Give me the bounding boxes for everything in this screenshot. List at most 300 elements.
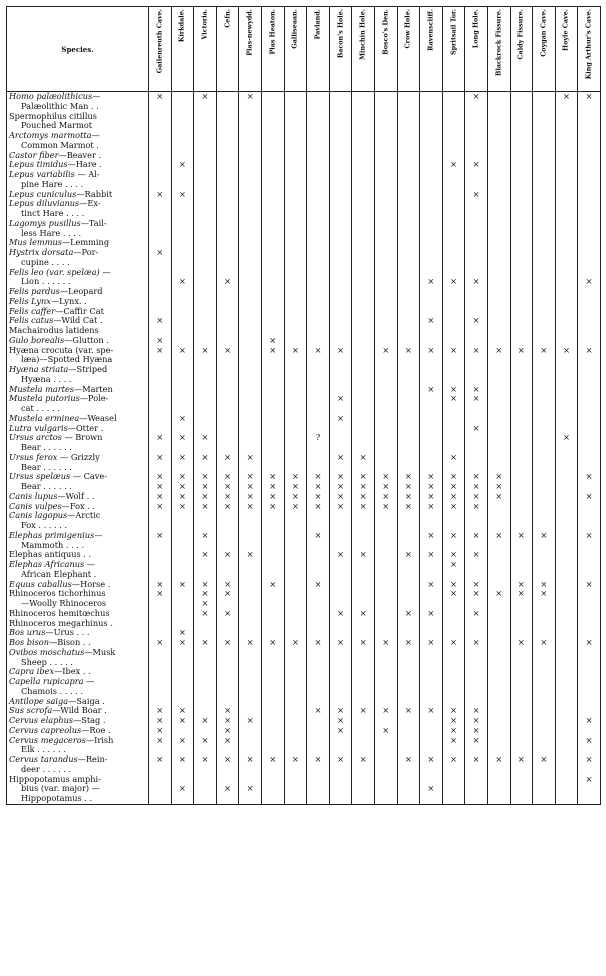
presence-cell xyxy=(284,550,307,560)
species-name: Rhinoceros megarhinus . xyxy=(9,618,113,628)
cave-column-header xyxy=(487,7,510,92)
latin-name: Hyæna striata xyxy=(9,365,69,374)
presence-cell xyxy=(555,599,578,609)
presence-cell xyxy=(397,433,420,443)
presence-cell xyxy=(171,297,194,307)
presence-cell xyxy=(465,336,488,346)
presence-cell xyxy=(374,385,397,395)
presence-cell xyxy=(307,482,330,492)
presence-cell xyxy=(329,365,352,375)
presence-cell xyxy=(216,658,239,668)
presence-cell xyxy=(487,141,510,151)
presence-cell xyxy=(397,414,420,424)
presence-cell xyxy=(284,268,307,278)
presence-cell xyxy=(352,745,375,755)
presence-cell xyxy=(239,775,262,785)
presence-cell xyxy=(149,326,172,336)
presence-cell xyxy=(533,248,556,258)
presence-mark: × xyxy=(450,560,458,569)
presence-cell xyxy=(329,102,352,112)
presence-cell xyxy=(487,394,510,404)
presence-cell xyxy=(442,170,465,180)
presence-cell xyxy=(216,736,239,746)
presence-mark: × xyxy=(201,716,209,725)
presence-cell xyxy=(533,238,556,248)
species-name: Ursus arctos — Brown xyxy=(9,433,103,443)
presence-cell xyxy=(171,365,194,375)
presence-cell xyxy=(533,784,556,794)
presence-cell xyxy=(578,619,601,629)
presence-cell xyxy=(533,531,556,541)
presence-cell xyxy=(329,170,352,180)
presence-cell xyxy=(578,414,601,424)
presence-cell xyxy=(578,658,601,668)
presence-cell xyxy=(555,531,578,541)
presence-cell xyxy=(397,375,420,385)
table-row xyxy=(7,794,601,804)
presence-cell xyxy=(261,560,284,570)
presence-cell xyxy=(352,667,375,677)
presence-cell xyxy=(329,775,352,785)
presence-cell xyxy=(510,229,533,239)
presence-cell xyxy=(420,404,443,414)
presence-cell xyxy=(149,599,172,609)
presence-cell xyxy=(239,160,262,170)
presence-cell xyxy=(216,570,239,580)
presence-cell xyxy=(149,258,172,268)
presence-mark: × xyxy=(201,589,209,599)
presence-cell xyxy=(171,628,194,638)
presence-cell xyxy=(510,784,533,794)
presence-cell xyxy=(171,794,194,804)
presence-mark: × xyxy=(246,755,254,764)
presence-cell xyxy=(374,463,397,473)
presence-cell xyxy=(555,375,578,385)
presence-cell xyxy=(442,648,465,658)
presence-cell xyxy=(420,667,443,677)
presence-cell xyxy=(555,326,578,336)
presence-cell xyxy=(578,472,601,482)
species-name: African Elephant . xyxy=(21,569,97,579)
species-name: Elk . . . . . . xyxy=(21,745,66,755)
presence-cell xyxy=(555,102,578,112)
presence-cell xyxy=(194,170,217,180)
presence-cell xyxy=(465,297,488,307)
presence-cell xyxy=(420,287,443,297)
presence-cell xyxy=(216,453,239,463)
presence-cell xyxy=(149,658,172,668)
presence-mark: × xyxy=(585,716,593,725)
presence-mark: × xyxy=(246,550,254,560)
cave-fauna-table-page xyxy=(6,6,600,970)
presence-cell xyxy=(533,482,556,492)
presence-cell xyxy=(171,433,194,443)
cave-column-header xyxy=(352,7,375,92)
presence-cell xyxy=(239,277,262,287)
presence-cell xyxy=(420,229,443,239)
presence-cell xyxy=(307,648,330,658)
table-row xyxy=(7,706,601,716)
presence-cell xyxy=(284,570,307,580)
presence-cell xyxy=(352,365,375,375)
presence-mark: × xyxy=(156,482,164,491)
presence-cell xyxy=(171,141,194,151)
presence-cell xyxy=(420,580,443,590)
presence-cell xyxy=(149,404,172,414)
presence-cell xyxy=(442,531,465,541)
table-row xyxy=(7,521,601,531)
presence-cell xyxy=(149,687,172,697)
species-name: Lutra vulgaris—Otter . xyxy=(9,423,104,433)
presence-cell xyxy=(420,355,443,365)
presence-mark: × xyxy=(337,413,345,423)
presence-mark: × xyxy=(178,277,186,287)
presence-cell xyxy=(510,375,533,385)
presence-cell xyxy=(487,472,510,482)
presence-cell xyxy=(329,229,352,239)
presence-cell xyxy=(374,570,397,580)
presence-cell xyxy=(149,697,172,707)
presence-cell xyxy=(578,482,601,492)
presence-cell xyxy=(239,794,262,804)
presence-cell xyxy=(533,726,556,736)
presence-mark: × xyxy=(201,530,209,540)
presence-mark: × xyxy=(404,755,412,764)
presence-mark: × xyxy=(156,452,164,462)
presence-cell xyxy=(533,658,556,668)
presence-cell xyxy=(555,726,578,736)
presence-mark: × xyxy=(517,638,525,647)
presence-cell xyxy=(533,365,556,375)
presence-cell xyxy=(149,706,172,716)
presence-cell xyxy=(487,658,510,668)
presence-cell xyxy=(465,287,488,297)
presence-cell xyxy=(442,258,465,268)
presence-cell xyxy=(420,638,443,648)
presence-cell xyxy=(307,570,330,580)
presence-cell xyxy=(261,287,284,297)
presence-mark: × xyxy=(291,755,299,764)
table-row xyxy=(7,258,601,268)
presence-cell xyxy=(374,141,397,151)
presence-cell xyxy=(397,102,420,112)
presence-cell xyxy=(239,92,262,102)
presence-cell xyxy=(397,638,420,648)
presence-cell xyxy=(149,531,172,541)
presence-cell xyxy=(171,190,194,200)
presence-mark: × xyxy=(382,472,390,482)
presence-mark: × xyxy=(359,608,367,618)
presence-cell xyxy=(555,394,578,404)
presence-cell xyxy=(442,755,465,765)
presence-cell xyxy=(578,229,601,239)
presence-cell xyxy=(149,541,172,551)
presence-cell xyxy=(578,736,601,746)
presence-cell xyxy=(374,531,397,541)
presence-cell xyxy=(239,550,262,560)
presence-cell xyxy=(352,404,375,414)
presence-cell xyxy=(284,511,307,521)
presence-cell xyxy=(578,570,601,580)
presence-cell xyxy=(352,160,375,170)
presence-cell xyxy=(261,453,284,463)
presence-cell xyxy=(261,706,284,716)
presence-cell xyxy=(555,619,578,629)
presence-cell xyxy=(374,580,397,590)
presence-mark: × xyxy=(337,638,345,647)
presence-cell xyxy=(487,219,510,229)
presence-cell xyxy=(307,277,330,287)
presence-cell xyxy=(442,102,465,112)
presence-mark: × xyxy=(224,472,232,482)
presence-cell xyxy=(284,775,307,785)
presence-mark: × xyxy=(178,638,186,647)
presence-mark: × xyxy=(156,433,164,443)
presence-cell xyxy=(171,443,194,453)
presence-cell xyxy=(307,550,330,560)
presence-cell xyxy=(374,609,397,619)
presence-cell xyxy=(216,151,239,161)
species-name: Capella rupicapra — xyxy=(9,677,95,686)
species-name: Hyæna crocuta (var. spe- xyxy=(9,345,114,355)
latin-name: Canis lagopus xyxy=(9,511,68,521)
presence-mark: × xyxy=(472,160,480,170)
presence-cell xyxy=(329,648,352,658)
presence-cell xyxy=(194,121,217,131)
presence-mark: × xyxy=(269,501,277,511)
presence-cell xyxy=(171,180,194,190)
presence-mark: × xyxy=(540,755,548,764)
presence-cell xyxy=(555,638,578,648)
presence-cell xyxy=(442,716,465,726)
presence-cell xyxy=(239,658,262,668)
presence-mark: × xyxy=(404,706,412,716)
presence-cell xyxy=(194,443,217,453)
cave-name-label: Long Hole. xyxy=(471,9,480,49)
presence-cell xyxy=(578,726,601,736)
presence-cell xyxy=(487,716,510,726)
presence-mark: × xyxy=(427,316,435,326)
presence-cell xyxy=(420,277,443,287)
species-name: less Hare . . . . xyxy=(21,228,82,238)
presence-cell xyxy=(465,511,488,521)
presence-cell xyxy=(352,638,375,648)
header-row xyxy=(7,7,601,92)
presence-mark: × xyxy=(178,706,186,716)
presence-cell xyxy=(261,336,284,346)
presence-cell xyxy=(487,745,510,755)
presence-mark: × xyxy=(178,579,186,589)
presence-cell xyxy=(555,404,578,414)
presence-cell xyxy=(487,511,510,521)
presence-cell xyxy=(533,638,556,648)
presence-mark: × xyxy=(517,530,525,540)
presence-cell xyxy=(487,326,510,336)
presence-cell xyxy=(420,121,443,131)
presence-cell xyxy=(307,160,330,170)
presence-mark: × xyxy=(540,345,548,355)
presence-cell xyxy=(442,687,465,697)
species-name: Bos bison—Bison . . xyxy=(9,638,91,647)
table-row xyxy=(7,570,601,580)
presence-cell xyxy=(555,307,578,317)
presence-cell xyxy=(352,131,375,141)
presence-cell xyxy=(261,141,284,151)
presence-mark: × xyxy=(246,472,254,482)
presence-cell xyxy=(284,736,307,746)
presence-cell xyxy=(578,560,601,570)
presence-cell xyxy=(307,248,330,258)
presence-cell xyxy=(239,151,262,161)
presence-cell xyxy=(216,443,239,453)
presence-cell xyxy=(307,355,330,365)
presence-cell xyxy=(397,112,420,122)
presence-cell xyxy=(307,199,330,209)
presence-mark: × xyxy=(337,608,345,618)
presence-mark: × xyxy=(246,784,254,794)
table-row xyxy=(7,755,601,765)
presence-mark: × xyxy=(427,579,435,589)
species-name: Felis leo (var. spelæa) — xyxy=(9,267,111,277)
presence-cell xyxy=(352,472,375,482)
presence-cell xyxy=(307,375,330,385)
presence-cell xyxy=(465,307,488,317)
presence-cell xyxy=(442,667,465,677)
table-row xyxy=(7,599,601,609)
presence-cell xyxy=(171,706,194,716)
presence-cell xyxy=(239,375,262,385)
presence-cell xyxy=(149,92,172,102)
presence-mark: × xyxy=(337,725,345,735)
presence-cell xyxy=(397,472,420,482)
presence-cell xyxy=(510,131,533,141)
presence-cell xyxy=(261,131,284,141)
presence-cell xyxy=(374,112,397,122)
presence-cell xyxy=(510,170,533,180)
presence-cell xyxy=(216,229,239,239)
presence-cell xyxy=(578,755,601,765)
presence-cell xyxy=(149,102,172,112)
presence-cell xyxy=(239,706,262,716)
cave-column-header xyxy=(329,7,352,92)
presence-cell xyxy=(284,794,307,804)
presence-cell xyxy=(465,677,488,687)
presence-cell xyxy=(194,765,217,775)
cave-column-header xyxy=(261,7,284,92)
presence-cell xyxy=(352,589,375,599)
presence-cell xyxy=(216,589,239,599)
presence-cell xyxy=(510,531,533,541)
presence-cell xyxy=(555,180,578,190)
presence-mark: × xyxy=(201,433,209,443)
presence-cell xyxy=(442,511,465,521)
presence-cell xyxy=(284,482,307,492)
presence-mark: × xyxy=(427,472,435,482)
presence-cell xyxy=(352,307,375,317)
presence-cell xyxy=(420,170,443,180)
presence-cell xyxy=(555,784,578,794)
presence-cell xyxy=(307,229,330,239)
presence-cell xyxy=(397,443,420,453)
presence-mark: × xyxy=(517,579,525,589)
presence-cell xyxy=(465,102,488,112)
presence-cell xyxy=(578,307,601,317)
presence-cell xyxy=(284,170,307,180)
species-name: Arctomys marmotta— xyxy=(9,131,100,140)
presence-cell xyxy=(261,716,284,726)
presence-cell xyxy=(216,92,239,102)
presence-cell xyxy=(578,180,601,190)
presence-cell xyxy=(374,550,397,560)
presence-mark: × xyxy=(201,608,209,618)
presence-mark: × xyxy=(517,345,525,355)
presence-cell xyxy=(533,492,556,502)
presence-cell xyxy=(171,316,194,326)
table-row xyxy=(7,541,601,551)
presence-cell xyxy=(533,775,556,785)
presence-cell xyxy=(239,628,262,638)
presence-cell xyxy=(329,92,352,102)
presence-cell xyxy=(578,385,601,395)
presence-cell xyxy=(487,268,510,278)
presence-mark: × xyxy=(382,482,390,491)
presence-cell xyxy=(284,463,307,473)
presence-cell xyxy=(397,404,420,414)
presence-mark: × xyxy=(246,638,254,647)
presence-cell xyxy=(510,492,533,502)
presence-cell xyxy=(171,170,194,180)
presence-cell xyxy=(487,638,510,648)
presence-cell xyxy=(510,716,533,726)
presence-mark: × xyxy=(427,530,435,540)
presence-cell xyxy=(578,677,601,687)
presence-cell xyxy=(239,745,262,755)
presence-mark: × xyxy=(562,433,570,443)
presence-cell xyxy=(487,121,510,131)
presence-cell xyxy=(352,268,375,278)
presence-cell xyxy=(374,677,397,687)
table-row xyxy=(7,219,601,229)
presence-cell xyxy=(149,346,172,356)
presence-cell xyxy=(194,580,217,590)
cave-column-header xyxy=(510,7,533,92)
table-row xyxy=(7,277,601,287)
presence-cell xyxy=(510,482,533,492)
presence-cell xyxy=(442,248,465,258)
presence-cell xyxy=(239,385,262,395)
presence-mark: × xyxy=(450,472,458,482)
presence-cell xyxy=(374,716,397,726)
table-row xyxy=(7,336,601,346)
species-name: Mustela martes—Marten xyxy=(9,384,113,394)
presence-cell xyxy=(510,92,533,102)
presence-cell xyxy=(555,443,578,453)
presence-cell xyxy=(420,726,443,736)
species-name: Bear . . . . . . xyxy=(21,443,72,452)
presence-cell xyxy=(487,297,510,307)
presence-cell xyxy=(329,521,352,531)
presence-cell xyxy=(374,697,397,707)
presence-cell xyxy=(510,394,533,404)
presence-cell xyxy=(194,424,217,434)
presence-cell xyxy=(397,258,420,268)
presence-cell xyxy=(149,619,172,629)
presence-cell xyxy=(171,677,194,687)
presence-cell xyxy=(578,199,601,209)
species-name: Canis vulpes—Fox . . xyxy=(9,501,96,511)
presence-cell xyxy=(420,736,443,746)
presence-cell xyxy=(194,453,217,463)
